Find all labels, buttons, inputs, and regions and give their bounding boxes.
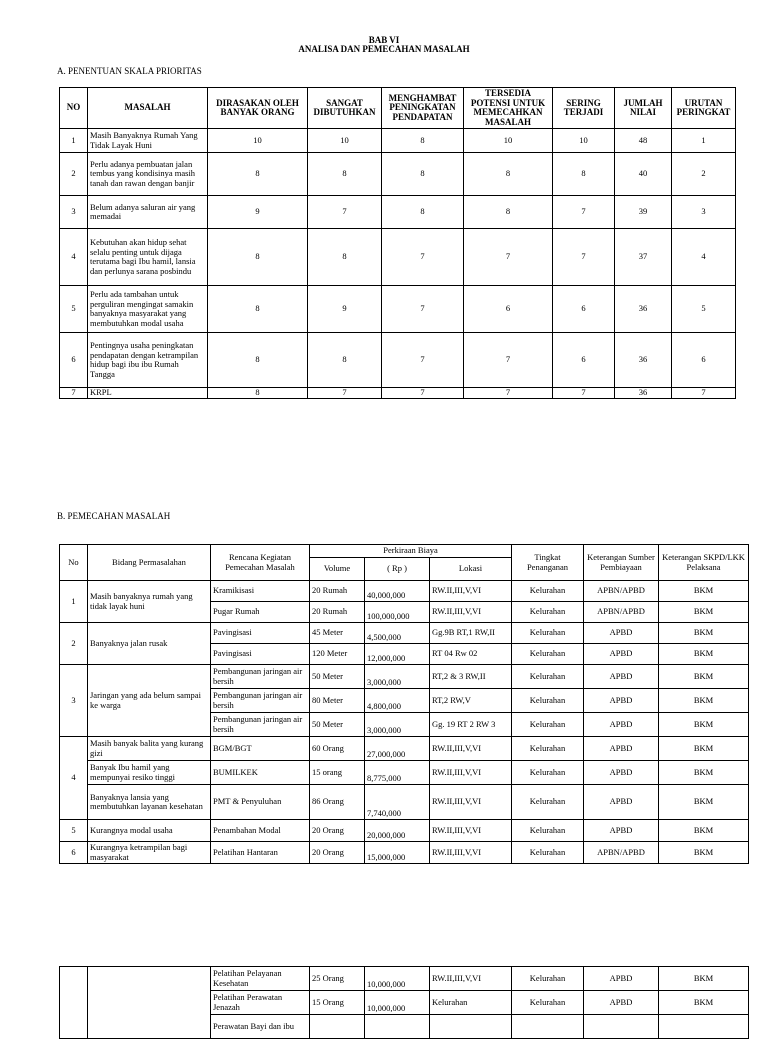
chapter-label: BAB VI: [368, 35, 400, 45]
cell-dirasakan: 8: [208, 229, 308, 286]
cell-rp: 7,740,000: [365, 785, 430, 820]
col-no: No: [60, 545, 88, 581]
col-tersedia: TERSEDIA POTENSI UNTUK MEMECAHKAN MASALAH: [464, 88, 553, 129]
cell-lokasi: RW.II,III,V,VI: [430, 602, 512, 623]
cell-rp: 100,000,000: [365, 602, 430, 623]
table-row: [60, 665, 749, 689]
cell-sumber: APBD: [584, 820, 659, 842]
cell-urutan: 5: [672, 286, 736, 333]
cell-rp: 4,800,000: [365, 689, 430, 713]
col-jumlah: JUMLAH NILAI: [615, 88, 672, 129]
cell-masalah: Belum adanya saluran air yang memadai: [88, 196, 208, 229]
cell-tersedia: 7: [464, 388, 553, 399]
cell-menghambat: 7: [382, 229, 464, 286]
cell-urutan: 2: [672, 153, 736, 196]
cell-rencana: BUMILKEK: [211, 761, 310, 785]
cell-masalah: Perlu ada tambahan untuk perguliran mengingat samakin banyaknya masyarakat yang membutuhkan modal usaha: [88, 286, 208, 333]
cell-tingkat: Kelurahan: [512, 967, 584, 991]
cell-skpd: [659, 1015, 749, 1039]
col-sangat: SANGAT DIBUTUHKAN: [308, 88, 382, 129]
cell-volume: 15 Orang: [310, 991, 365, 1015]
cell-no: 3: [60, 665, 88, 737]
cell-no: 1: [60, 581, 88, 623]
cell-volume: 50 Meter: [310, 665, 365, 689]
cell-dirasakan: 8: [208, 388, 308, 399]
cell-dirasakan: 9: [208, 196, 308, 229]
cell-tersedia: 8: [464, 196, 553, 229]
cell-tersedia: 6: [464, 286, 553, 333]
cell-sumber: APBD: [584, 967, 659, 991]
cell-bidang: Banyaknya jalan rusak: [88, 623, 211, 665]
cell-tingkat: Kelurahan: [512, 761, 584, 785]
cell-no: 7: [60, 388, 88, 399]
cell-skpd: BKM: [659, 820, 749, 842]
cell-tingkat: Kelurahan: [512, 581, 584, 602]
cell-bidang: Banyaknya lansia yang membutuhkan layanan kesehatan: [88, 785, 211, 820]
cell-tersedia: 8: [464, 153, 553, 196]
cell-jumlah: 39: [615, 196, 672, 229]
cell-menghambat: 8: [382, 196, 464, 229]
cell-skpd: BKM: [659, 623, 749, 644]
cell-jumlah: 40: [615, 153, 672, 196]
cell-lokasi: Kelurahan: [430, 991, 512, 1015]
table-row: [60, 581, 749, 602]
cell-lokasi: RT,2 & 3 RW,II: [430, 665, 512, 689]
cell-sumber: APBD: [584, 644, 659, 665]
cell-rencana: PMT & Penyuluhan: [211, 785, 310, 820]
table-row: [60, 820, 749, 842]
cell-sering: 10: [553, 129, 615, 153]
cell-rp: 10,000,000: [365, 991, 430, 1015]
cell-skpd: BKM: [659, 644, 749, 665]
table-row: [60, 761, 749, 785]
cell-sangat: 8: [308, 229, 382, 286]
table-row: [60, 153, 736, 196]
cell-rencana: Pembangunan jaringan air bersih: [211, 713, 310, 737]
cell-menghambat: 8: [382, 129, 464, 153]
cell-dirasakan: 8: [208, 333, 308, 388]
cell-sumber: APBD: [584, 737, 659, 761]
col-perkiraan: Perkiraan Biaya: [310, 545, 512, 558]
cell-sering: 6: [553, 333, 615, 388]
cell-jumlah: 36: [615, 388, 672, 399]
cell-volume: 20 Rumah: [310, 602, 365, 623]
table-row: [60, 129, 736, 153]
cell-sumber: APBD: [584, 689, 659, 713]
cell-rencana: Pavingisasi: [211, 623, 310, 644]
cell-dirasakan: 10: [208, 129, 308, 153]
cell-skpd: BKM: [659, 737, 749, 761]
cell-sering: 8: [553, 153, 615, 196]
cell-rencana: Perawatan Bayi dan ibu: [211, 1015, 310, 1039]
cell-tersedia: 7: [464, 333, 553, 388]
cell-no: 3: [60, 196, 88, 229]
col-urutan: URUTAN PERINGKAT: [672, 88, 736, 129]
cell-no: 1: [60, 129, 88, 153]
cell-skpd: BKM: [659, 665, 749, 689]
cell-menghambat: 8: [382, 153, 464, 196]
cell-urutan: 6: [672, 333, 736, 388]
cell-rencana: Pelatihan Hantaran: [211, 842, 310, 864]
cell-no: 4: [60, 229, 88, 286]
cell-bidang: Jaringan yang ada belum sampai ke warga: [88, 665, 211, 737]
cell-sangat: 7: [308, 388, 382, 399]
solution-table-continued: [59, 966, 749, 1039]
section-b-heading: B. PEMECAHAN MASALAH: [57, 511, 171, 521]
cell-lokasi: RW.II,III,V,VI: [430, 842, 512, 864]
cell-lokasi: RW.II,III,V,VI: [430, 820, 512, 842]
cell-tingkat: Kelurahan: [512, 785, 584, 820]
cell-volume: 45 Meter: [310, 623, 365, 644]
cell-masalah: Masih Banyaknya Rumah Yang Tidak Layak Huni: [88, 129, 208, 153]
cell-tingkat: Kelurahan: [512, 842, 584, 864]
cell-rencana: Pavingisasi: [211, 644, 310, 665]
col-menghambat: MENGHAMBAT PENINGKATAN PENDAPATAN: [382, 88, 464, 129]
cell-rencana: Penambahan Modal: [211, 820, 310, 842]
cell-urutan: 4: [672, 229, 736, 286]
cell-sumber: APBD: [584, 785, 659, 820]
cell-rencana: BGM/BGT: [211, 737, 310, 761]
cell-jumlah: 36: [615, 333, 672, 388]
col-rencana: Rencana Kegiatan Pemecahan Masalah: [211, 545, 310, 581]
cell-rp: 40,000,000: [365, 581, 430, 602]
table-row: [60, 388, 736, 399]
col-sering: SERING TERJADI: [553, 88, 615, 129]
table-row: [60, 737, 749, 761]
cell-lokasi: RT 04 Rw 02: [430, 644, 512, 665]
cell-sangat: 8: [308, 153, 382, 196]
cell-lokasi: Gg. 19 RT 2 RW 3: [430, 713, 512, 737]
cell-lokasi: RW.II,III,V,VI: [430, 967, 512, 991]
col-volume: Volume: [310, 558, 365, 581]
cell-menghambat: 7: [382, 333, 464, 388]
cell-tersedia: 7: [464, 229, 553, 286]
cell-bidang: Banyak Ibu hamil yang mempunyai resiko tinggi: [88, 761, 211, 785]
cell-no: 5: [60, 820, 88, 842]
cell-skpd: BKM: [659, 785, 749, 820]
table-row: [60, 196, 736, 229]
cell-volume: [310, 1015, 365, 1039]
cell-lokasi: [430, 1015, 512, 1039]
cell-tingkat: Kelurahan: [512, 623, 584, 644]
cell-rencana: Pugar Rumah: [211, 602, 310, 623]
cell-sering: 7: [553, 229, 615, 286]
cell-bidang: [88, 967, 211, 1039]
cell-menghambat: 7: [382, 388, 464, 399]
cell-lokasi: Gg.9B RT,1 RW,II: [430, 623, 512, 644]
cell-rp: 3,000,000: [365, 665, 430, 689]
cell-tingkat: Kelurahan: [512, 665, 584, 689]
col-dirasakan: DIRASAKAN OLEH BANYAK ORANG: [208, 88, 308, 129]
cell-urutan: 3: [672, 196, 736, 229]
cell-sumber: APBD: [584, 665, 659, 689]
cell-tersedia: 10: [464, 129, 553, 153]
cell-sering: 6: [553, 286, 615, 333]
cell-rp: 4,500,000: [365, 623, 430, 644]
cell-volume: 86 Orang: [310, 785, 365, 820]
col-skpd: Keterangan SKPD/LKK Pelaksana: [659, 545, 749, 581]
cell-skpd: BKM: [659, 967, 749, 991]
table-row: [60, 333, 736, 388]
cell-menghambat: 7: [382, 286, 464, 333]
cell-dirasakan: 8: [208, 153, 308, 196]
cell-skpd: BKM: [659, 713, 749, 737]
cell-no: [60, 967, 88, 1039]
cell-sumber: APBD: [584, 713, 659, 737]
col-tingkat: Tingkat Penanganan: [512, 545, 584, 581]
cell-lokasi: RT,2 RW,V: [430, 689, 512, 713]
cell-sering: 7: [553, 196, 615, 229]
cell-rencana: Pembangunan jaringan air bersih: [211, 689, 310, 713]
priority-header-row: [60, 88, 736, 129]
cell-tingkat: Kelurahan: [512, 820, 584, 842]
table-row: [60, 229, 736, 286]
col-bidang: Bidang Permasalahan: [88, 545, 211, 581]
cell-masalah: Perlu adanya pembuatan jalan tembus yang kondisinya masih tanah dan rawan dengan banjir: [88, 153, 208, 196]
cell-rencana: Kramikisasi: [211, 581, 310, 602]
col-lokasi: Lokasi: [430, 558, 512, 581]
cell-jumlah: 37: [615, 229, 672, 286]
cell-skpd: BKM: [659, 581, 749, 602]
cell-bidang: Kurangnya modal usaha: [88, 820, 211, 842]
solution-table: [59, 544, 749, 864]
cell-tingkat: Kelurahan: [512, 737, 584, 761]
cell-bidang: Masih banyaknya rumah yang tidak layak huni: [88, 581, 211, 623]
cell-tingkat: Kelurahan: [512, 991, 584, 1015]
cell-volume: 80 Meter: [310, 689, 365, 713]
cell-skpd: BKM: [659, 761, 749, 785]
cell-rp: 20,000,000: [365, 820, 430, 842]
cell-rencana: Pelatihan Pelayanan Kesehatan: [211, 967, 310, 991]
cell-masalah: KRPL: [88, 388, 208, 399]
cell-sumber: APBN/APBD: [584, 581, 659, 602]
cell-jumlah: 36: [615, 286, 672, 333]
priority-table: [59, 87, 736, 399]
cell-tingkat: [512, 1015, 584, 1039]
table-row: [60, 286, 736, 333]
cell-rencana: Pelatihan Perawatan Jenazah: [211, 991, 310, 1015]
cell-rp: 10,000,000: [365, 967, 430, 991]
cell-no: 6: [60, 333, 88, 388]
cell-skpd: BKM: [659, 991, 749, 1015]
cell-lokasi: RW.II,III,V,VI: [430, 785, 512, 820]
cell-tingkat: Kelurahan: [512, 602, 584, 623]
col-no: NO: [60, 88, 88, 129]
section-a-heading: A. PENENTUAN SKALA PRIORITAS: [57, 66, 202, 76]
cell-rp: 15,000,000: [365, 842, 430, 864]
table-row: [60, 785, 749, 820]
cell-sangat: 8: [308, 333, 382, 388]
cell-lokasi: RW.II,III,V,VI: [430, 581, 512, 602]
cell-no: 5: [60, 286, 88, 333]
page-title: ANALISA DAN PEMECAHAN MASALAH: [298, 44, 470, 54]
cell-volume: 20 Orang: [310, 820, 365, 842]
cell-rp: 12,000,000: [365, 644, 430, 665]
col-masalah: MASALAH: [88, 88, 208, 129]
cell-tingkat: Kelurahan: [512, 713, 584, 737]
cell-sumber: APBN/APBD: [584, 602, 659, 623]
cell-sangat: 7: [308, 196, 382, 229]
cell-lokasi: RW.II,III,V,VI: [430, 761, 512, 785]
cell-urutan: 7: [672, 388, 736, 399]
cell-rp: 8,775,000: [365, 761, 430, 785]
table-row: [60, 842, 749, 864]
cell-sumber: APBD: [584, 761, 659, 785]
col-rp: ( Rp ): [365, 558, 430, 581]
cell-bidang: Kurangnya ketrampilan bagi masyarakat: [88, 842, 211, 864]
cell-rencana: Pembangunan jaringan air bersih: [211, 665, 310, 689]
col-sumber: Keterangan Sumber Pembiayaan: [584, 545, 659, 581]
cell-sangat: 9: [308, 286, 382, 333]
cell-masalah: Kebutuhan akan hidup sehat selalu penting untuk dijaga terutama bagi Ibu hamil, lansia dan perlunya sarana posbindu: [88, 229, 208, 286]
cell-volume: 60 Orang: [310, 737, 365, 761]
cell-bidang: Masih banyak balita yang kurang gizi: [88, 737, 211, 761]
cell-dirasakan: 8: [208, 286, 308, 333]
cell-masalah: Pentingnya usaha peningkatan pendapatan dengan ketrampilan hidup bagi ibu ibu Rumah Tangga: [88, 333, 208, 388]
cell-urutan: 1: [672, 129, 736, 153]
cell-rp: 3,000,000: [365, 713, 430, 737]
cell-sumber: APBD: [584, 991, 659, 1015]
cell-sumber: APBN/APBD: [584, 842, 659, 864]
cell-tingkat: Kelurahan: [512, 644, 584, 665]
cell-tingkat: Kelurahan: [512, 689, 584, 713]
cell-skpd: BKM: [659, 602, 749, 623]
cell-lokasi: RW.II,III,V,VI: [430, 737, 512, 761]
cell-sangat: 10: [308, 129, 382, 153]
cell-jumlah: 48: [615, 129, 672, 153]
cell-volume: 15 orang: [310, 761, 365, 785]
cell-rp: 27,000,000: [365, 737, 430, 761]
table-row: [60, 967, 749, 991]
cell-volume: 50 Meter: [310, 713, 365, 737]
cell-no: 4: [60, 737, 88, 820]
cell-sering: 7: [553, 388, 615, 399]
cell-no: 6: [60, 842, 88, 864]
cell-no: 2: [60, 623, 88, 665]
cell-volume: 25 Orang: [310, 967, 365, 991]
cell-volume: 20 Rumah: [310, 581, 365, 602]
cell-volume: 20 Orang: [310, 842, 365, 864]
cell-no: 2: [60, 153, 88, 196]
cell-skpd: BKM: [659, 842, 749, 864]
cell-skpd: BKM: [659, 689, 749, 713]
cell-sumber: [584, 1015, 659, 1039]
cell-volume: 120 Meter: [310, 644, 365, 665]
cell-sumber: APBD: [584, 623, 659, 644]
cell-rp: [365, 1015, 430, 1039]
table-row: [60, 623, 749, 644]
